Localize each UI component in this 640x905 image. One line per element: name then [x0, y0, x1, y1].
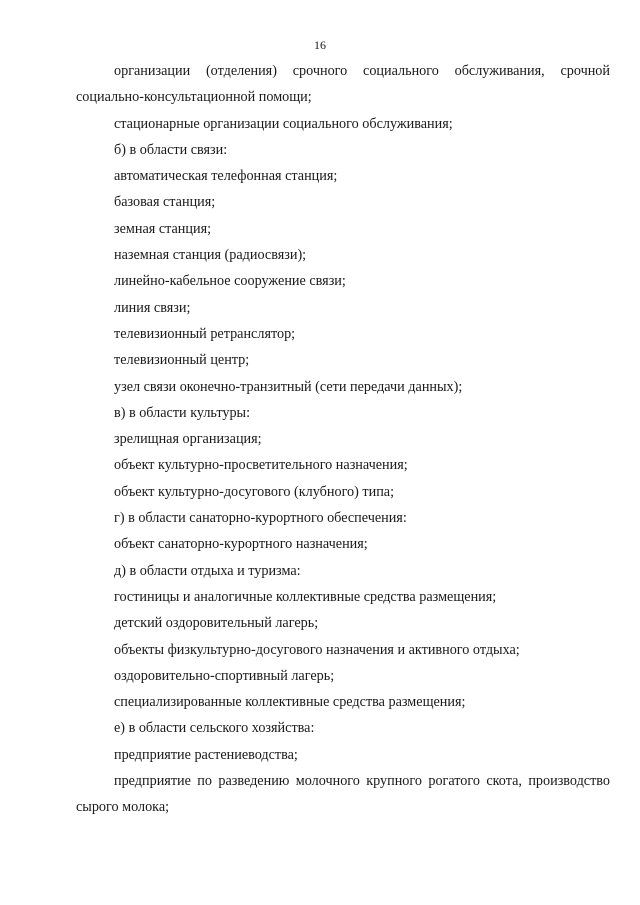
section-heading: б) в области связи:: [114, 141, 228, 158]
list-item: предприятие растениеводства;: [114, 746, 298, 763]
list-item: земная станция;: [114, 220, 212, 237]
section-heading: е) в области сельского хозяйства:: [114, 720, 315, 737]
list-item: наземная станция (радиосвязи);: [114, 247, 307, 264]
list-item: гостиницы и аналогичные коллективные средства размещения;: [114, 588, 497, 605]
list-item: объект культурно-просветительного назначения;: [114, 457, 408, 474]
list-item: объекты физкультурно-досугового назначения и активного отдыха;: [114, 641, 520, 658]
list-item: объект санаторно-курортного назначения;: [114, 536, 368, 553]
list-item: линия связи;: [114, 299, 191, 316]
list-item: узел связи оконечно-транзитный (сети передачи данных);: [114, 378, 463, 395]
section-heading: в) в области культуры:: [114, 404, 251, 421]
page-number: 16: [314, 38, 326, 52]
list-item: зрелищная организация;: [114, 431, 262, 448]
list-item: объект культурно-досугового (клубного) типа;: [114, 483, 395, 500]
list-item: телевизионный ретранслятор;: [114, 325, 296, 342]
document-body: [76, 58, 610, 821]
section-heading: г) в области санаторно-курортного обеспечения:: [114, 510, 407, 527]
list-item: специализированные коллективные средства размещения;: [114, 694, 466, 711]
list-item: детский оздоровительный лагерь;: [114, 615, 319, 632]
list-item: оздоровительно-спортивный лагерь;: [114, 667, 335, 684]
list-item: линейно-кабельное сооружение связи;: [114, 273, 346, 290]
paragraph: предприятие по разведению молочного крупного рогатого скота, производство сырого молока;: [76, 773, 610, 816]
section-heading: д) в области отдыха и туризма:: [114, 562, 301, 579]
list-item: базовая станция;: [114, 194, 216, 211]
list-item: телевизионный центр;: [114, 352, 250, 369]
list-item: стационарные организации социального обслуживания;: [114, 115, 453, 132]
paragraph: организации (отделения) срочного социального обслуживания, срочной социально-консультационной помощи;: [76, 63, 610, 106]
list-item: автоматическая телефонная станция;: [114, 168, 338, 185]
